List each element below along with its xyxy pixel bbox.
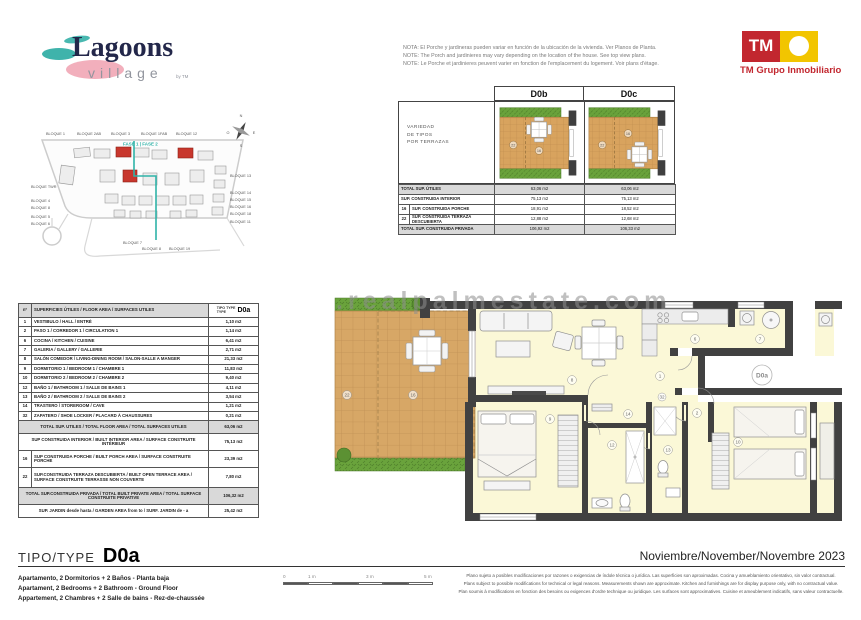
desc-line-es: Apartamento, 2 Dormitorios + 2 Baños - Planta baja <box>18 575 170 582</box>
lagoons-logo <box>26 30 206 90</box>
row-value: 1,10 m2 <box>209 318 259 327</box>
legal-line-en: Plans subject to possible modifications for technical or legal reasons. Measurements shown are approximate. Kitchen and furnishings are for display purpose only, with no contractual value. <box>463 581 839 587</box>
table-row <box>19 327 259 336</box>
total-value: 7,80 m2 <box>209 468 259 488</box>
brand-byline: by TM <box>176 74 189 79</box>
room-label-salon: 8 <box>570 377 574 383</box>
site-block-label: BLOQUE 1FAB <box>141 132 168 137</box>
logo-teal-ellipse-icon <box>42 48 76 60</box>
row-label: GALERIA / GALLERY / GALLERIE <box>32 346 209 355</box>
row-value: 1,14 m2 <box>209 327 259 336</box>
site-block-label: BLOQUE 7 <box>123 241 143 246</box>
porch-16-label: 16 <box>536 148 541 153</box>
terrace-22-label: 22 <box>510 142 515 147</box>
site-block-label: BLOQUE 1 <box>46 132 66 137</box>
row-label: DORMITORIO 1 / BEDROOM 1 / CHAMBRE 1 <box>32 364 209 373</box>
row-label: ZAPATERO / SHOE LOCKER / PLACARD À CHAUSSURES <box>32 411 209 420</box>
table-row <box>19 411 259 420</box>
row-number: 13 <box>19 393 32 402</box>
header-tipo-line: TYPE <box>216 309 227 314</box>
tm-logo <box>740 31 850 109</box>
row-label: BAÑO 1 / BATHROOM 1 / SALLE DE BAINS 1 <box>32 383 209 392</box>
table-row <box>19 355 259 364</box>
legal-line-fr: Plan soumis à modifications en fonction des besoins ou exigences d'ordre technique ou juridique. Les surfaces sont approximatives. Cuisine et ameublement indicatifs, sans valeur contractuelle. <box>458 589 844 595</box>
terrace-22-label: 22 <box>600 142 605 147</box>
row-number: 32 <box>19 411 32 420</box>
total-value: 23,39 m2 <box>209 451 259 468</box>
header-num: nº <box>19 304 32 318</box>
room-label-zapatero: 32 <box>659 394 665 400</box>
floor-plan-drawing <box>330 283 850 530</box>
header-tipo-line: TIPO TYPE <box>216 305 236 310</box>
row-number: 12 <box>19 383 32 392</box>
table-row <box>19 336 259 345</box>
table-row <box>399 185 676 195</box>
row-value: 11,83 m2 <box>209 364 259 373</box>
type-title-value: D0a <box>102 545 140 567</box>
row-label: PASO 1 / CORREDOR 1 / CIRCULATION 1 <box>32 327 209 336</box>
row-number: 6 <box>19 336 32 345</box>
toilet-icon <box>620 494 630 508</box>
row-number: 1 <box>19 318 32 327</box>
site-block-label: BLOQUE 13 <box>230 174 252 179</box>
table-row <box>19 318 259 327</box>
site-block-label: BLOQUE 14 <box>230 191 252 196</box>
variants-intro-line: VARIEDAD <box>407 125 435 130</box>
watermark: .realpalmestate.com <box>336 287 672 315</box>
row-label: SUP. CONSTRUIDA PORCHE <box>410 205 495 215</box>
row-label: BAÑO 2 / BATHROOM 2 / SALLE DE BAINS 2 <box>32 393 209 402</box>
unit-description <box>18 574 205 604</box>
site-block-label: BLOQUE 11 <box>230 220 251 225</box>
total-value: 25,42 m2 <box>209 505 259 518</box>
porch-16-label: 16 <box>626 131 631 136</box>
washer-icon <box>740 311 754 325</box>
table-row <box>19 393 259 402</box>
table-row <box>19 374 259 383</box>
row-value: 1,21 m2 <box>209 402 259 411</box>
row-value-d0b: 12,88 m2 <box>495 215 585 225</box>
room-label-terrace: 22 <box>344 392 350 398</box>
scale-segment <box>358 582 383 585</box>
total-label: TOTAL SUP.CONSTRUIDA PRIVADA / TOTAL BUILT PRIVATE AREA / TOTAL SURFACE CONSTRUITE PRIVATIVE <box>19 488 209 505</box>
site-block-label: BLOQUE 6 <box>31 222 51 227</box>
legal-text <box>455 572 847 596</box>
row-value: 4,11 m2 <box>209 383 259 392</box>
compass-o: O <box>226 131 230 135</box>
site-block-label: BLOQUE 2AB <box>77 132 102 137</box>
site-block-label: BLOQUE 12 <box>176 132 198 137</box>
row-number: 7 <box>19 346 32 355</box>
room-label-bath1: 12 <box>609 442 615 448</box>
table-row <box>19 346 259 355</box>
room-label-bath2: 13 <box>665 447 671 453</box>
row-value-d0b: 63,06 m2 <box>495 185 585 195</box>
site-block-label: BLOQUE 8 <box>142 247 162 252</box>
unit-badge <box>752 365 772 385</box>
unit-label: D0a <box>756 372 768 380</box>
row-value-d0b: 75,13 m2 <box>495 195 585 205</box>
row-number: 22 <box>19 468 32 488</box>
row-value-d0c: 18,52 m2 <box>585 205 676 215</box>
row-label: TOTAL SUP. CONSTRUIDA PRIVADA <box>399 225 495 235</box>
row-value-d0c: 12,68 m2 <box>585 215 676 225</box>
kitchen-sink-icon <box>682 312 698 321</box>
row-label: TOTAL SUP. ÚTILES <box>399 185 495 195</box>
row-number: 14 <box>19 402 32 411</box>
variant-diagram-d0b <box>494 102 583 183</box>
room-label-hall: 1 <box>658 373 662 379</box>
table-row <box>399 205 676 215</box>
scale-segment <box>333 582 358 585</box>
variants-intro <box>399 102 494 183</box>
site-block-label: BLOQUE 4 <box>31 199 51 204</box>
header-type <box>209 304 259 318</box>
row-value: 21,33 m2 <box>209 355 259 364</box>
total-label: TOTAL SUP. UTILES / TOTAL FLOOR AREA / TOTAL SURFACES UTILES <box>19 421 209 434</box>
room-label-trastero: 14 <box>625 411 631 417</box>
scale-label: 3 m <box>366 574 374 579</box>
total-value: 63,06 m2 <box>209 421 259 434</box>
variants-intro-line: POR TERRAZAS <box>407 140 450 146</box>
brand-subname: village <box>88 65 163 81</box>
phase-label: FASE 1 | FASE 2 <box>123 142 158 148</box>
site-block-label: BLOQUE 19 <box>169 247 191 252</box>
variant-diagram-d0c <box>584 102 674 183</box>
variants-intro-line: DE TIPOS <box>407 132 433 138</box>
table-header-row <box>19 304 259 318</box>
brand-name: Lagoons <box>72 32 174 63</box>
site-plan <box>30 114 262 273</box>
note-line-es: NOTA: El Porche y jardineras pueden variar en función de la ubicación de la vivienda. Ver Planos de Planta. <box>403 45 657 51</box>
scale-bar <box>283 574 433 590</box>
date-label: Noviembre/November/Novembre 2023 <box>639 549 845 563</box>
compass-s: S <box>239 144 243 148</box>
row-value: 9,40 m2 <box>209 374 259 383</box>
variant-header-d0b: D0b <box>494 86 584 101</box>
variant-header-d0c: D0c <box>583 86 675 101</box>
row-number: 10 <box>19 374 32 383</box>
total-value: 75,13 m2 <box>209 434 259 451</box>
row-number: 9 <box>19 364 32 373</box>
compass-n: N <box>239 114 243 118</box>
total-row <box>19 434 259 451</box>
desc-line-en: Apartament, 2 Bedrooms + 2 Bathroom - Ground Floor <box>18 584 179 592</box>
tv-icon <box>512 391 546 395</box>
row-value: 3,54 m2 <box>209 393 259 402</box>
row-value-d0c: 63,06 m2 <box>585 185 676 195</box>
variants-area-table <box>398 184 676 235</box>
table-row <box>19 383 259 392</box>
total-label: SUP. JARDIN desde hasta / GARDEN AREA from to / SURF. JARDIN de - a <box>19 505 209 518</box>
area-table <box>18 303 259 518</box>
wardrobe-icon <box>558 415 578 487</box>
row-value-d0b: 106,92 m2 <box>495 225 585 235</box>
row-label: VESTIBULO / HALL / ENTRÉ <box>32 318 209 327</box>
total-label: SUP CONSTRUIDA INTERIOR / BUILT INTERIOR AREA / SURFACE CONSTRUITE INTÉRIEUR <box>19 434 209 451</box>
total-row <box>19 505 259 518</box>
desc-line-fr: Appartement, 2 Chambres + 2 Salle de bains - Rez-de-chaussée <box>18 594 205 602</box>
row-label: SALÓN COMEDOR / LIVING-DINING ROOM / SALON-SALLE A MANGER <box>32 355 209 364</box>
row-label: SUP. CONSTRUIDA TERRAZA DESCUBIERTA <box>410 215 495 225</box>
table-row <box>19 402 259 411</box>
porch-notes <box>403 44 733 69</box>
scale-label: 5 m <box>424 574 432 579</box>
row-value-d0c: 75,13 m2 <box>585 195 676 205</box>
scale-label: 1 m <box>308 574 316 579</box>
legal-line-es: Plano sujeto a posibles modificaciones por razones o exigencias de índole técnica o jurídica. Las superficies son aproximadas. Cocina y amueblamiento orientativo, sin valor contractual. <box>466 573 836 578</box>
coffee-table-icon <box>496 341 530 357</box>
site-block-label: BLOQUE 18 <box>230 212 252 217</box>
total-row <box>19 451 259 468</box>
row-value-d0b: 18,91 m2 <box>495 205 585 215</box>
table-row <box>399 195 676 205</box>
wardrobe-icon <box>712 433 729 489</box>
row-value: 2,71 m2 <box>209 346 259 355</box>
row-label: SUP. CONSTRUIDA INTERIOR <box>399 195 495 205</box>
neighbor-bed-icon <box>820 423 834 479</box>
header-label: SUPERFICIES ÚTILES / FLOOR AREA / SURFACES UTILES <box>32 304 209 318</box>
tm-caption: TM Grupo Inmobiliario <box>740 65 842 76</box>
compass-e: E <box>252 131 256 135</box>
scale-segment <box>383 582 408 585</box>
site-block-label: BLOQUE TWR <box>31 185 57 190</box>
row-number: 16 <box>399 205 410 215</box>
scale-segment <box>283 582 308 585</box>
room-label-porch: 16 <box>410 392 416 398</box>
scale-label: 0 <box>283 574 286 579</box>
type-title <box>18 545 140 568</box>
site-block-label: BLOQUE 16 <box>230 205 252 210</box>
header-tipo-value: D0a <box>237 306 251 314</box>
row-number: 16 <box>19 451 32 468</box>
bench-icon <box>484 481 530 490</box>
row-label: DORMITORIO 2 / BEDROOM 2 / CHAMBRE 2 <box>32 374 209 383</box>
row-value-d0c: 106,33 m2 <box>585 225 676 235</box>
variant-diagrams <box>398 101 675 184</box>
note-line-fr: NOTE: Le Porche et jardinieres peuvent varier en fonction de l'emplacement du logement. Voir plans d'étage. <box>403 61 659 68</box>
row-number: 8 <box>19 355 32 364</box>
row-number: 22 <box>399 215 410 225</box>
table-row <box>399 215 676 225</box>
room-label-dorm1: 9 <box>548 416 552 422</box>
tm-yellow-square-icon <box>780 31 818 62</box>
toilet-icon <box>658 461 668 474</box>
row-number: 2 <box>19 327 32 336</box>
scale-segment <box>408 582 433 585</box>
total-row <box>19 488 259 505</box>
footer-rule <box>18 566 845 567</box>
sink-icon <box>666 488 680 497</box>
room-label-kitchen: 6 <box>693 336 697 342</box>
tm-red-square-icon: TM <box>742 31 780 62</box>
site-block-label: BLOQUE 5 <box>31 215 51 220</box>
site-block-label: BLOQUE 3 <box>111 132 131 137</box>
total-value: 106,32 m2 <box>209 488 259 505</box>
site-block-label: BLOQUE 8 <box>31 206 51 211</box>
row-value: 6,41 m2 <box>209 336 259 345</box>
total-label: SUP CONSTRUIDA PORCHE / BUILT PORCH AREA / SURFACE CONSTRUITE PORCHE <box>32 451 209 468</box>
type-title-label: TIPO/TYPE <box>18 550 95 565</box>
site-block-label: BLOQUE 15 <box>230 198 252 203</box>
table-row <box>19 364 259 373</box>
scale-segment <box>308 582 333 585</box>
total-row <box>19 468 259 488</box>
row-label: TRASTERO / STOREROOM / CAVE <box>32 402 209 411</box>
room-label-paso: 2 <box>695 410 699 416</box>
terrace <box>335 298 475 471</box>
room-label-galeria: 7 <box>758 336 762 342</box>
table-row <box>399 225 676 235</box>
row-label: COCINA / KITCHEN / CUISINE <box>32 336 209 345</box>
room-label-dorm2: 10 <box>735 439 741 445</box>
floor-plan <box>330 283 850 530</box>
total-row <box>19 421 259 434</box>
total-label: SUP.CONSTRUIDA TERRAZA DESCUBIERTA / BUILT OPEN TERRACE AREA / SURFACE CONSTRUITE TERRASSE NON COUVERTE <box>32 468 209 488</box>
note-line-en: NOTE: The Porch and jardinieres may vary depending on the location of the house. See top view plans. <box>403 53 646 60</box>
tm-circle-icon <box>789 36 809 56</box>
row-value: 0,21 m2 <box>209 411 259 420</box>
